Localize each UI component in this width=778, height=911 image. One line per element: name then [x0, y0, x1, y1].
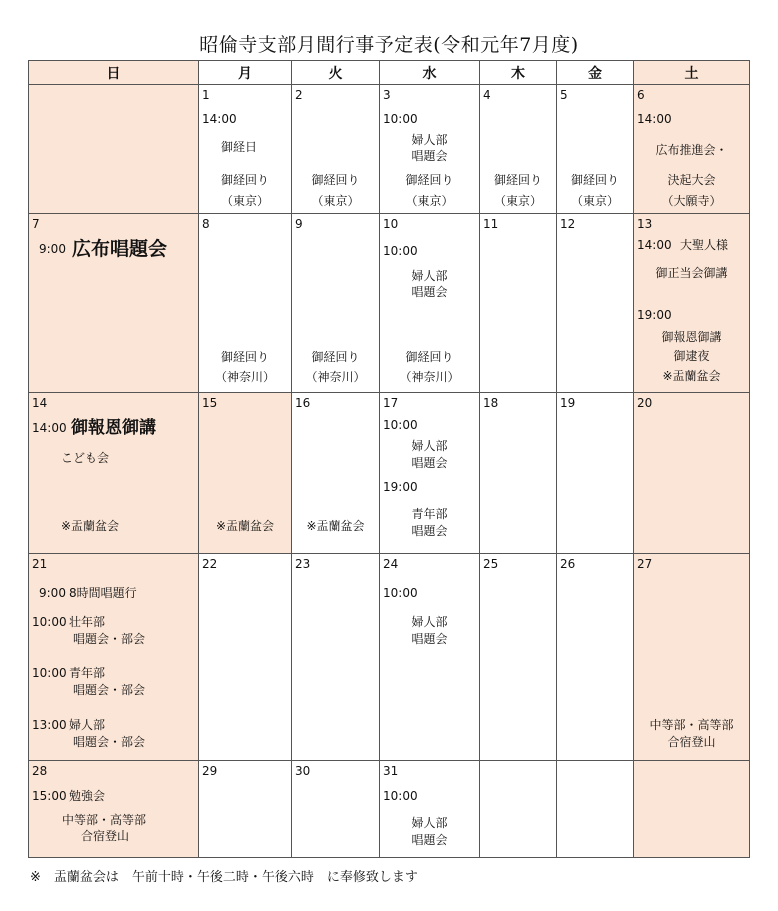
- event-time: 10:00: [383, 112, 418, 126]
- day-number: 9: [295, 217, 303, 231]
- day-number: 16: [295, 396, 311, 410]
- day-cell: [557, 85, 634, 214]
- event-text: （東京）: [405, 194, 454, 208]
- day-cell: [557, 393, 634, 554]
- day-number: 26: [560, 557, 576, 571]
- event-text: 広布唱題会: [72, 238, 168, 260]
- event-text: 8時間唱題行: [69, 586, 137, 600]
- event-time: 19:00: [383, 480, 418, 494]
- event-text: 大聖人様: [680, 238, 729, 252]
- event-time: 13:00: [32, 718, 67, 732]
- event-text: ※盂蘭盆会: [306, 519, 365, 533]
- event-text: 御経回り: [405, 350, 454, 364]
- event-time: 14:00: [637, 112, 672, 126]
- page-title: 昭倫寺支部月間行事予定表(令和元年7月度): [199, 34, 579, 56]
- day-number: 28: [32, 764, 48, 778]
- event-time: 15:00: [32, 789, 67, 803]
- event-text: ※盂蘭盆会: [662, 369, 721, 383]
- event-text: 御報恩御講: [661, 330, 722, 344]
- day-cell: [29, 761, 199, 858]
- event-text: ※盂蘭盆会: [61, 519, 120, 533]
- event-text: 婦人部: [411, 816, 448, 830]
- event-time: 9:00: [39, 242, 66, 256]
- day-cell-empty: [634, 761, 750, 858]
- event-text: 青年部: [411, 507, 448, 521]
- day-number: 5: [560, 88, 568, 102]
- day-cell: [480, 554, 557, 761]
- day-cell: [380, 393, 480, 554]
- event-text: （神奈川）: [305, 370, 366, 384]
- day-cell: [292, 761, 380, 858]
- event-text: 御経回り: [570, 173, 619, 187]
- day-number: 10: [383, 217, 399, 231]
- day-number: 17: [383, 396, 399, 410]
- day-number: 25: [483, 557, 499, 571]
- week-row: [29, 393, 750, 554]
- day-cell: [380, 85, 480, 214]
- day-cell-empty: [29, 85, 199, 214]
- event-text: 壮年部: [69, 615, 106, 629]
- event-text: 唱題会: [411, 833, 448, 847]
- day-number: 1: [202, 88, 210, 102]
- day-number: 7: [32, 217, 40, 231]
- day-cell: [29, 393, 199, 554]
- event-time: 10:00: [383, 789, 418, 803]
- day-number: 2: [295, 88, 303, 102]
- day-cell: [634, 554, 750, 761]
- event-text: 中等部・高等部: [62, 813, 147, 827]
- event-text: 御経回り: [405, 173, 454, 187]
- day-number: 3: [383, 88, 391, 102]
- day-cell: [199, 214, 292, 393]
- day-cell: [480, 214, 557, 393]
- event-time: 9:00: [39, 586, 66, 600]
- event-text: 御経日: [221, 140, 258, 154]
- weekday-header: 金: [557, 61, 634, 85]
- event-text: 御経回り: [311, 173, 360, 187]
- event-text: 御経回り: [311, 350, 360, 364]
- weekday-header: 土: [634, 61, 750, 85]
- footnote: ※ 盂蘭盆会は 午前十時・午後二時・午後六時 に奉修致します: [30, 870, 418, 885]
- weekday-header: 火: [292, 61, 380, 85]
- day-number: 14: [32, 396, 48, 410]
- day-number: 13: [637, 217, 653, 231]
- event-time: 10:00: [32, 615, 67, 629]
- day-cell: [292, 393, 380, 554]
- event-text: （神奈川）: [214, 370, 275, 384]
- event-text: 唱題会・部会: [73, 632, 146, 646]
- day-number: 18: [483, 396, 499, 410]
- day-cell: [380, 214, 480, 393]
- event-text: 唱題会: [411, 456, 448, 470]
- event-time: 14:00: [32, 421, 67, 435]
- day-cell: [292, 554, 380, 761]
- day-cell: [380, 554, 480, 761]
- day-cell: [292, 214, 380, 393]
- day-cell: [199, 85, 292, 214]
- day-number: 6: [637, 88, 645, 102]
- event-text: こども会: [61, 451, 110, 465]
- day-number: 8: [202, 217, 210, 231]
- event-text: ※盂蘭盆会: [215, 519, 275, 533]
- event-text: 婦人部: [411, 615, 448, 629]
- day-cell: [380, 761, 480, 858]
- week-row: [29, 554, 750, 761]
- event-text: （神奈川）: [399, 370, 460, 384]
- event-text: 御正当会御講: [655, 266, 728, 280]
- day-number: 23: [295, 557, 311, 571]
- calendar-table: [28, 60, 750, 858]
- event-text: 御経回り: [220, 173, 269, 187]
- event-text: （東京）: [220, 194, 269, 208]
- event-text: 決起大会: [667, 173, 716, 187]
- day-number: 22: [202, 557, 218, 571]
- day-cell: [199, 393, 292, 554]
- weekday-header: 木: [480, 61, 557, 85]
- day-cell: [199, 554, 292, 761]
- event-text: 青年部: [69, 666, 106, 680]
- week-row: [29, 761, 750, 858]
- day-number: 31: [383, 764, 399, 778]
- weekday-header: 月: [199, 61, 292, 85]
- day-number: 24: [383, 557, 399, 571]
- weekday-header: 日: [29, 61, 199, 85]
- event-text: 唱題会・部会: [73, 683, 146, 697]
- day-cell: [634, 393, 750, 554]
- event-text: 中等部・高等部: [649, 718, 734, 732]
- event-time: 10:00: [383, 418, 418, 432]
- event-text: 唱題会: [411, 285, 448, 299]
- event-time: 10:00: [383, 244, 418, 258]
- weekday-header: 水: [380, 61, 480, 85]
- weekday-header-row: [29, 61, 750, 85]
- day-number: 30: [295, 764, 311, 778]
- day-cell: [29, 214, 199, 393]
- day-number: 12: [560, 217, 576, 231]
- day-cell: [29, 554, 199, 761]
- event-text: 婦人部: [411, 439, 448, 453]
- event-time: 19:00: [637, 308, 672, 322]
- week-row: [29, 85, 750, 214]
- day-cell: [557, 554, 634, 761]
- event-text: 御逮夜: [673, 349, 710, 363]
- day-number: 20: [637, 396, 653, 410]
- event-time: 10:00: [32, 666, 67, 680]
- event-text: 婦人部: [411, 269, 448, 283]
- day-cell-empty: [480, 761, 557, 858]
- event-text: 合宿登山: [667, 735, 716, 749]
- event-text: 合宿登山: [81, 829, 130, 843]
- event-text: 御経回り: [220, 350, 269, 364]
- day-number: 11: [483, 217, 499, 231]
- day-number: 4: [483, 88, 491, 102]
- event-text: 広布推進会・: [655, 143, 728, 157]
- day-number: 15: [202, 396, 218, 410]
- event-text: 唱題会: [411, 524, 448, 538]
- event-time: 14:00: [637, 238, 672, 252]
- day-number: 29: [202, 764, 218, 778]
- day-cell: [634, 214, 750, 393]
- week-row: [29, 214, 750, 393]
- day-cell: [634, 85, 750, 214]
- day-cell: [480, 85, 557, 214]
- event-time: 14:00: [202, 112, 237, 126]
- day-cell-empty: [557, 761, 634, 858]
- event-text: （大願寺）: [661, 194, 722, 208]
- event-text: 御経回り: [493, 173, 542, 187]
- event-text: 勉強会: [69, 789, 106, 803]
- event-text: 唱題会: [411, 149, 448, 163]
- event-text: 唱題会: [411, 632, 448, 646]
- event-text: （東京）: [493, 194, 542, 208]
- day-number: 19: [560, 396, 576, 410]
- event-text: 唱題会・部会: [73, 735, 146, 749]
- day-cell: [292, 85, 380, 214]
- day-cell: [480, 393, 557, 554]
- day-number: 21: [32, 557, 48, 571]
- day-cell: [557, 214, 634, 393]
- event-time: 10:00: [383, 586, 418, 600]
- day-number: 27: [637, 557, 653, 571]
- event-text: 御報恩御講: [71, 418, 156, 438]
- event-text: （東京）: [311, 194, 360, 208]
- event-text: 婦人部: [69, 718, 106, 732]
- event-text: 婦人部: [411, 133, 448, 147]
- day-cell: [199, 761, 292, 858]
- event-text: （東京）: [570, 194, 619, 208]
